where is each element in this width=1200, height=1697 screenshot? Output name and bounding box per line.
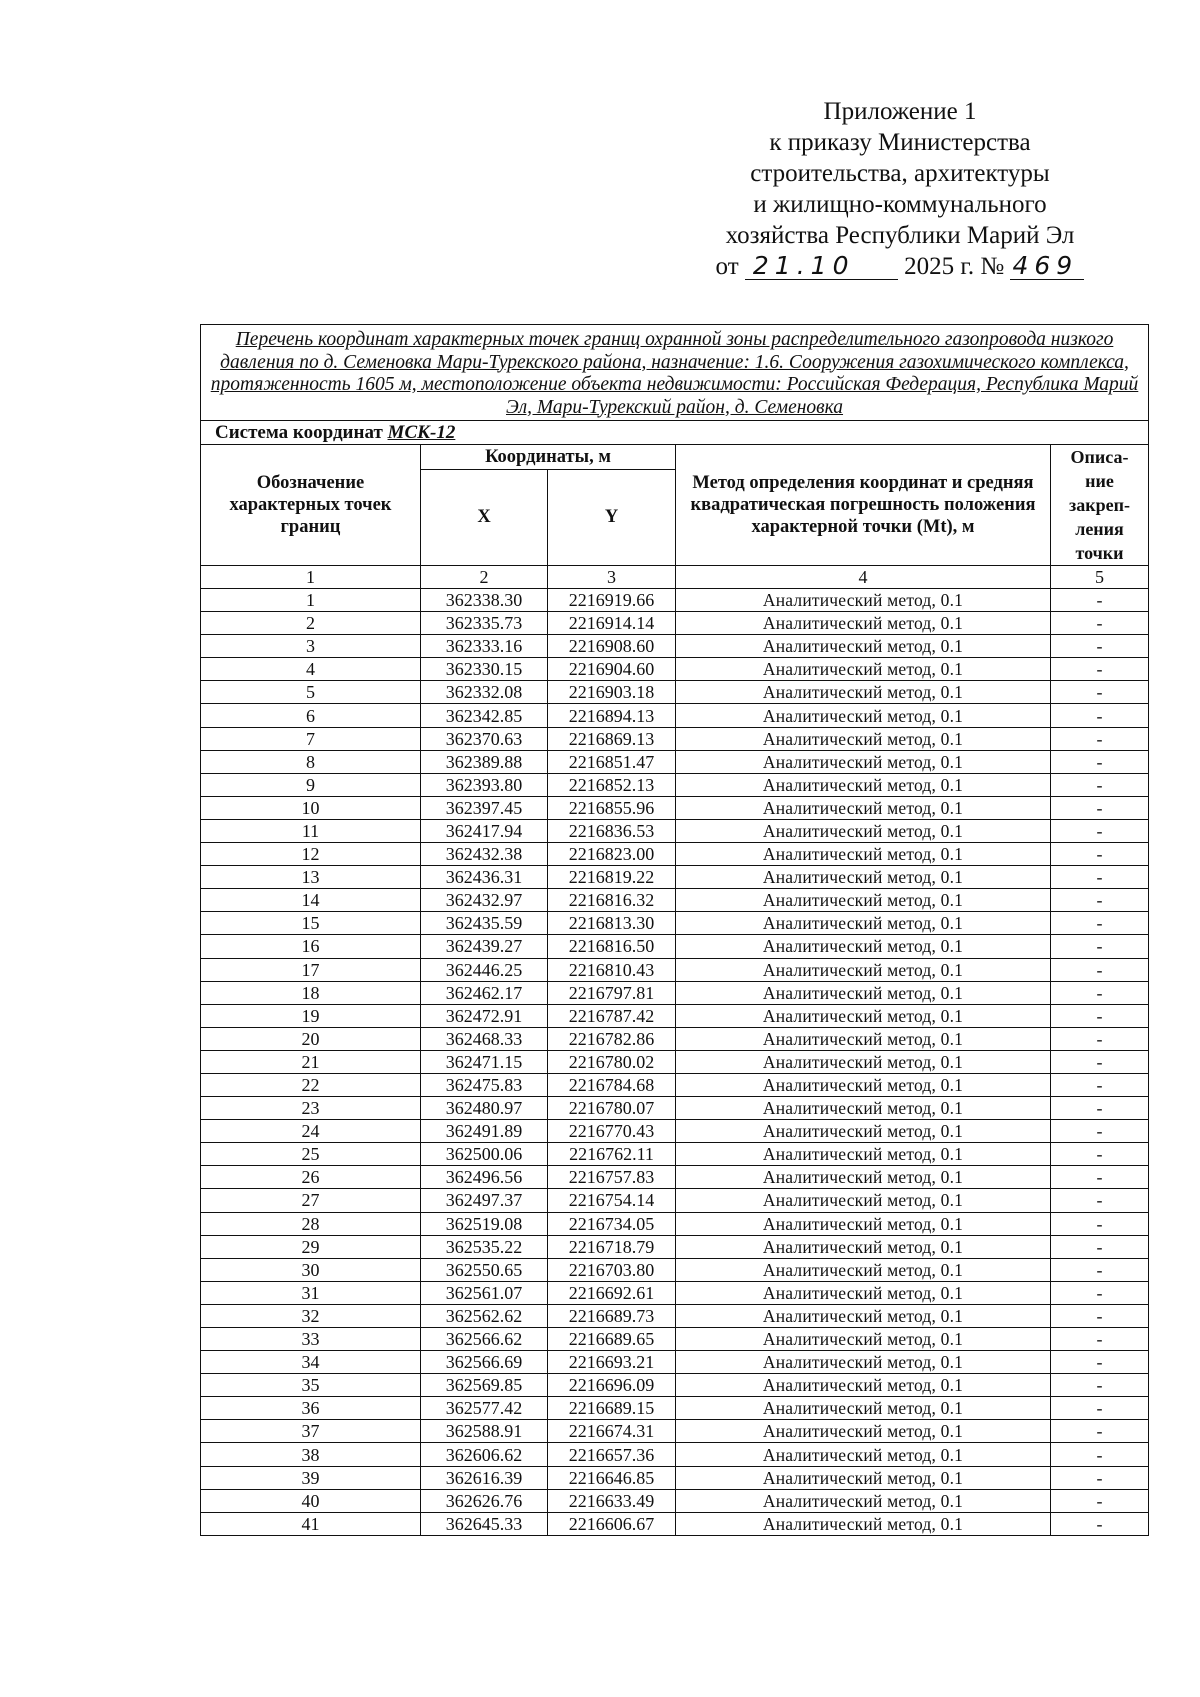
table-row — [201, 1374, 1149, 1397]
method-cell: Аналитический метод, 0.1 — [676, 1258, 1051, 1281]
table-row — [201, 1281, 1149, 1304]
method-cell: Аналитический метод, 0.1 — [676, 1281, 1051, 1304]
table-row — [201, 796, 1149, 819]
table-row — [201, 704, 1149, 727]
y-coordinate: 2216689.15 — [548, 1397, 676, 1420]
point-id: 5 — [201, 681, 421, 704]
table-row — [201, 773, 1149, 796]
point-id: 29 — [201, 1235, 421, 1258]
x-coordinate: 362475.83 — [421, 1073, 548, 1096]
y-coordinate: 2216894.13 — [548, 704, 676, 727]
y-coordinate: 2216657.36 — [548, 1443, 676, 1466]
x-coordinate: 362519.08 — [421, 1212, 548, 1235]
method-cell: Аналитический метод, 0.1 — [676, 1027, 1051, 1050]
method-cell: Аналитический метод, 0.1 — [676, 1397, 1051, 1420]
method-cell: Аналитический метод, 0.1 — [676, 866, 1051, 889]
x-coordinate: 362432.97 — [421, 889, 548, 912]
point-id: 10 — [201, 796, 421, 819]
point-id: 12 — [201, 843, 421, 866]
method-cell: Аналитический метод, 0.1 — [676, 1374, 1051, 1397]
x-coordinate: 362562.62 — [421, 1304, 548, 1327]
point-id: 16 — [201, 935, 421, 958]
column-number: 3 — [548, 566, 676, 589]
y-coordinate: 2216784.68 — [548, 1073, 676, 1096]
x-coordinate: 362397.45 — [421, 796, 548, 819]
table-row — [201, 1143, 1149, 1166]
y-coordinate: 2216718.79 — [548, 1235, 676, 1258]
table-row — [201, 612, 1149, 635]
point-id: 38 — [201, 1443, 421, 1466]
column-number: 1 — [201, 566, 421, 589]
description-cell: - — [1051, 1304, 1149, 1327]
y-coordinate: 2216754.14 — [548, 1189, 676, 1212]
method-cell: Аналитический метод, 0.1 — [676, 1443, 1051, 1466]
x-coordinate: 362338.30 — [421, 589, 548, 612]
x-coordinate: 362393.80 — [421, 773, 548, 796]
y-coordinate: 2216703.80 — [548, 1258, 676, 1281]
description-cell: - — [1051, 681, 1149, 704]
header-x: X — [421, 469, 548, 565]
point-id: 35 — [201, 1374, 421, 1397]
table-row — [201, 1073, 1149, 1096]
method-cell: Аналитический метод, 0.1 — [676, 981, 1051, 1004]
method-cell: Аналитический метод, 0.1 — [676, 1143, 1051, 1166]
table-row — [201, 1489, 1149, 1512]
method-cell: Аналитический метод, 0.1 — [676, 819, 1051, 842]
table-row — [201, 750, 1149, 773]
table-row — [201, 1397, 1149, 1420]
description-cell: - — [1051, 1027, 1149, 1050]
point-id: 1 — [201, 589, 421, 612]
point-id: 3 — [201, 635, 421, 658]
column-number: 2 — [421, 566, 548, 589]
description-cell: - — [1051, 958, 1149, 981]
appendix-line: Приложение 1 — [823, 98, 977, 125]
header-point: Обозначение характерных точек границ — [201, 445, 421, 566]
table-row — [201, 1328, 1149, 1351]
coordinate-system — [201, 421, 1149, 445]
date-prefix: от — [715, 253, 739, 280]
x-coordinate: 362569.85 — [421, 1374, 548, 1397]
y-coordinate: 2216823.00 — [548, 843, 676, 866]
table-row — [201, 681, 1149, 704]
method-cell: Аналитический метод, 0.1 — [676, 1166, 1051, 1189]
point-id: 15 — [201, 912, 421, 935]
x-coordinate: 362566.69 — [421, 1351, 548, 1374]
description-cell: - — [1051, 750, 1149, 773]
y-coordinate: 2216734.05 — [548, 1212, 676, 1235]
y-coordinate: 2216757.83 — [548, 1166, 676, 1189]
description-cell: - — [1051, 1351, 1149, 1374]
x-coordinate: 362439.27 — [421, 935, 548, 958]
table-row — [201, 843, 1149, 866]
method-cell: Аналитический метод, 0.1 — [676, 843, 1051, 866]
description-cell: - — [1051, 866, 1149, 889]
description-cell: - — [1051, 612, 1149, 635]
description-cell: - — [1051, 1443, 1149, 1466]
order-date-line — [700, 251, 1100, 282]
description-cell: - — [1051, 1397, 1149, 1420]
table-row — [201, 1189, 1149, 1212]
table-row — [201, 1466, 1149, 1489]
point-id: 39 — [201, 1466, 421, 1489]
table-row — [201, 1304, 1149, 1327]
method-cell: Аналитический метод, 0.1 — [676, 912, 1051, 935]
description-cell: - — [1051, 589, 1149, 612]
point-id: 30 — [201, 1258, 421, 1281]
description-cell: - — [1051, 658, 1149, 681]
x-coordinate: 362370.63 — [421, 727, 548, 750]
method-cell: Аналитический метод, 0.1 — [676, 589, 1051, 612]
x-coordinate: 362333.16 — [421, 635, 548, 658]
x-coordinate: 362335.73 — [421, 612, 548, 635]
description-cell: - — [1051, 1258, 1149, 1281]
point-id: 24 — [201, 1120, 421, 1143]
table-row — [201, 589, 1149, 612]
y-coordinate: 2216816.32 — [548, 889, 676, 912]
method-cell: Аналитический метод, 0.1 — [676, 1097, 1051, 1120]
description-cell: - — [1051, 1004, 1149, 1027]
description-cell: - — [1051, 1097, 1149, 1120]
method-cell: Аналитический метод, 0.1 — [676, 1351, 1051, 1374]
description-cell: - — [1051, 1166, 1149, 1189]
table-row — [201, 1420, 1149, 1443]
method-cell: Аналитический метод, 0.1 — [676, 773, 1051, 796]
method-cell: Аналитический метод, 0.1 — [676, 1120, 1051, 1143]
description-cell: - — [1051, 1212, 1149, 1235]
x-coordinate: 362446.25 — [421, 958, 548, 981]
method-cell: Аналитический метод, 0.1 — [676, 1073, 1051, 1096]
appendix-line: к приказу Министерства — [769, 129, 1031, 156]
point-id: 22 — [201, 1073, 421, 1096]
description-cell: - — [1051, 935, 1149, 958]
x-coordinate: 362468.33 — [421, 1027, 548, 1050]
point-id: 33 — [201, 1328, 421, 1351]
point-id: 14 — [201, 889, 421, 912]
method-cell: Аналитический метод, 0.1 — [676, 1489, 1051, 1512]
point-id: 21 — [201, 1050, 421, 1073]
method-cell: Аналитический метод, 0.1 — [676, 1304, 1051, 1327]
x-coordinate: 362626.76 — [421, 1489, 548, 1512]
y-coordinate: 2216770.43 — [548, 1120, 676, 1143]
table-row — [201, 958, 1149, 981]
method-cell: Аналитический метод, 0.1 — [676, 635, 1051, 658]
description-cell: - — [1051, 796, 1149, 819]
column-number: 4 — [676, 566, 1051, 589]
y-coordinate: 2216908.60 — [548, 635, 676, 658]
y-coordinate: 2216836.53 — [548, 819, 676, 842]
method-cell: Аналитический метод, 0.1 — [676, 1212, 1051, 1235]
method-cell: Аналитический метод, 0.1 — [676, 958, 1051, 981]
point-id: 18 — [201, 981, 421, 1004]
y-coordinate: 2216782.86 — [548, 1027, 676, 1050]
description-cell: - — [1051, 635, 1149, 658]
point-id: 34 — [201, 1351, 421, 1374]
x-coordinate: 362491.89 — [421, 1120, 548, 1143]
point-id: 27 — [201, 1189, 421, 1212]
x-coordinate: 362436.31 — [421, 866, 548, 889]
x-coordinate: 362462.17 — [421, 981, 548, 1004]
point-id: 2 — [201, 612, 421, 635]
y-coordinate: 2216762.11 — [548, 1143, 676, 1166]
method-cell: Аналитический метод, 0.1 — [676, 1004, 1051, 1027]
point-id: 40 — [201, 1489, 421, 1512]
point-id: 41 — [201, 1512, 421, 1535]
table-row — [201, 1027, 1149, 1050]
method-cell: Аналитический метод, 0.1 — [676, 658, 1051, 681]
x-coordinate: 362472.91 — [421, 1004, 548, 1027]
y-coordinate: 2216633.49 — [548, 1489, 676, 1512]
description-cell: - — [1051, 1512, 1149, 1535]
description-cell: - — [1051, 704, 1149, 727]
x-coordinate: 362417.94 — [421, 819, 548, 842]
coordinate-system-label: Система координат — [215, 421, 383, 443]
x-coordinate: 362435.59 — [421, 912, 548, 935]
table-row — [201, 866, 1149, 889]
point-id: 9 — [201, 773, 421, 796]
y-coordinate: 2216797.81 — [548, 981, 676, 1004]
description-cell: - — [1051, 981, 1149, 1004]
point-id: 37 — [201, 1420, 421, 1443]
table-row — [201, 635, 1149, 658]
point-id: 17 — [201, 958, 421, 981]
table-row — [201, 912, 1149, 935]
method-cell: Аналитический метод, 0.1 — [676, 612, 1051, 635]
y-coordinate: 2216646.85 — [548, 1466, 676, 1489]
table-row — [201, 1166, 1149, 1189]
x-coordinate: 362471.15 — [421, 1050, 548, 1073]
column-numbers-row — [201, 566, 1149, 589]
y-coordinate: 2216606.67 — [548, 1512, 676, 1535]
table-row — [201, 935, 1149, 958]
year-text: 2025 г. № — [904, 253, 1005, 280]
y-coordinate: 2216674.31 — [548, 1420, 676, 1443]
table-row — [201, 1097, 1149, 1120]
description-cell: - — [1051, 1235, 1149, 1258]
method-cell: Аналитический метод, 0.1 — [676, 704, 1051, 727]
table-row — [201, 889, 1149, 912]
y-coordinate: 2216914.14 — [548, 612, 676, 635]
method-cell: Аналитический метод, 0.1 — [676, 1466, 1051, 1489]
description-cell: - — [1051, 1420, 1149, 1443]
x-coordinate: 362500.06 — [421, 1143, 548, 1166]
x-coordinate: 362535.22 — [421, 1235, 548, 1258]
x-coordinate: 362561.07 — [421, 1281, 548, 1304]
point-id: 19 — [201, 1004, 421, 1027]
y-coordinate: 2216693.21 — [548, 1351, 676, 1374]
point-id: 36 — [201, 1397, 421, 1420]
point-id: 32 — [201, 1304, 421, 1327]
description-cell: - — [1051, 889, 1149, 912]
method-cell: Аналитический метод, 0.1 — [676, 1420, 1051, 1443]
method-cell: Аналитический метод, 0.1 — [676, 889, 1051, 912]
y-coordinate: 2216816.50 — [548, 935, 676, 958]
table-row — [201, 1258, 1149, 1281]
method-cell: Аналитический метод, 0.1 — [676, 727, 1051, 750]
method-cell: Аналитический метод, 0.1 — [676, 935, 1051, 958]
point-id: 7 — [201, 727, 421, 750]
x-coordinate: 362550.65 — [421, 1258, 548, 1281]
appendix-header — [700, 96, 1100, 282]
point-id: 4 — [201, 658, 421, 681]
x-coordinate: 362480.97 — [421, 1097, 548, 1120]
method-cell: Аналитический метод, 0.1 — [676, 796, 1051, 819]
y-coordinate: 2216780.07 — [548, 1097, 676, 1120]
y-coordinate: 2216813.30 — [548, 912, 676, 935]
header-method: Метод определения координат и средняя квадратическая погрешность положения характерной точки (Mt), м — [676, 445, 1051, 566]
point-id: 6 — [201, 704, 421, 727]
method-cell: Аналитический метод, 0.1 — [676, 1512, 1051, 1535]
description-cell: - — [1051, 1489, 1149, 1512]
table-row — [201, 981, 1149, 1004]
y-coordinate: 2216852.13 — [548, 773, 676, 796]
table-row — [201, 1212, 1149, 1235]
table-row — [201, 1050, 1149, 1073]
x-coordinate: 362577.42 — [421, 1397, 548, 1420]
method-cell: Аналитический метод, 0.1 — [676, 1328, 1051, 1351]
y-coordinate: 2216819.22 — [548, 866, 676, 889]
table-row — [201, 819, 1149, 842]
x-coordinate: 362606.62 — [421, 1443, 548, 1466]
point-id: 20 — [201, 1027, 421, 1050]
point-id: 26 — [201, 1166, 421, 1189]
description-cell: - — [1051, 912, 1149, 935]
header-y: Y — [548, 469, 676, 565]
coordinate-system-value: МСК-12 — [387, 421, 456, 443]
method-cell: Аналитический метод, 0.1 — [676, 1189, 1051, 1212]
y-coordinate: 2216904.60 — [548, 658, 676, 681]
x-coordinate: 362497.37 — [421, 1189, 548, 1212]
y-coordinate: 2216919.66 — [548, 589, 676, 612]
method-cell: Аналитический метод, 0.1 — [676, 681, 1051, 704]
y-coordinate: 2216903.18 — [548, 681, 676, 704]
table-row — [201, 658, 1149, 681]
handwritten-date: 21.10 — [745, 253, 898, 280]
x-coordinate: 362645.33 — [421, 1512, 548, 1535]
point-id: 23 — [201, 1097, 421, 1120]
x-coordinate: 362330.15 — [421, 658, 548, 681]
method-cell: Аналитический метод, 0.1 — [676, 1235, 1051, 1258]
table-row — [201, 1120, 1149, 1143]
x-coordinate: 362496.56 — [421, 1166, 548, 1189]
table-row — [201, 1004, 1149, 1027]
x-coordinate: 362588.91 — [421, 1420, 548, 1443]
description-cell: - — [1051, 1120, 1149, 1143]
x-coordinate: 362332.08 — [421, 681, 548, 704]
x-coordinate: 362566.62 — [421, 1328, 548, 1351]
point-id: 8 — [201, 750, 421, 773]
appendix-line: строительства, архитектуры — [750, 160, 1050, 187]
table-row — [201, 727, 1149, 750]
point-id: 31 — [201, 1281, 421, 1304]
description-cell: - — [1051, 1073, 1149, 1096]
table-row — [201, 1351, 1149, 1374]
header-coords: Координаты, м — [421, 445, 676, 470]
y-coordinate: 2216810.43 — [548, 958, 676, 981]
x-coordinate: 362389.88 — [421, 750, 548, 773]
x-coordinate: 362616.39 — [421, 1466, 548, 1489]
coordinates-table — [200, 324, 1149, 1536]
description-cell: - — [1051, 1466, 1149, 1489]
x-coordinate: 362432.38 — [421, 843, 548, 866]
table-row — [201, 1443, 1149, 1466]
method-cell: Аналитический метод, 0.1 — [676, 750, 1051, 773]
table-row — [201, 1512, 1149, 1535]
table-row — [201, 1235, 1149, 1258]
y-coordinate: 2216855.96 — [548, 796, 676, 819]
description-cell: - — [1051, 1281, 1149, 1304]
description-cell: - — [1051, 1374, 1149, 1397]
y-coordinate: 2216851.47 — [548, 750, 676, 773]
description-cell: - — [1051, 727, 1149, 750]
description-cell: - — [1051, 1189, 1149, 1212]
point-id: 13 — [201, 866, 421, 889]
description-cell: - — [1051, 843, 1149, 866]
description-cell: - — [1051, 773, 1149, 796]
point-id: 25 — [201, 1143, 421, 1166]
description-cell: - — [1051, 819, 1149, 842]
description-cell: - — [1051, 1050, 1149, 1073]
y-coordinate: 2216692.61 — [548, 1281, 676, 1304]
appendix-line: и жилищно-коммунального — [753, 191, 1047, 218]
handwritten-order-number: 469 — [1010, 253, 1084, 280]
point-id: 28 — [201, 1212, 421, 1235]
x-coordinate: 362342.85 — [421, 704, 548, 727]
y-coordinate: 2216696.09 — [548, 1374, 676, 1397]
table-title: Перечень координат характерных точек границ охранной зоны распределительного газопровода низкого давления по д. Семеновка Мари-Турекского района, назначение: 1.6. Сооружения газохимического комплекса, протяженность 1605 м, местоположение объекта недвижимости: Российская Федерация, Республика Марий Эл, Мари-Турекский район, д. Семеновка — [201, 325, 1149, 421]
y-coordinate: 2216780.02 — [548, 1050, 676, 1073]
y-coordinate: 2216689.73 — [548, 1304, 676, 1327]
point-id: 11 — [201, 819, 421, 842]
description-cell: - — [1051, 1143, 1149, 1166]
description-cell: - — [1051, 1328, 1149, 1351]
y-coordinate: 2216689.65 — [548, 1328, 676, 1351]
method-cell: Аналитический метод, 0.1 — [676, 1050, 1051, 1073]
y-coordinate: 2216869.13 — [548, 727, 676, 750]
y-coordinate: 2216787.42 — [548, 1004, 676, 1027]
column-number: 5 — [1051, 566, 1149, 589]
appendix-line: хозяйства Республики Марий Эл — [725, 222, 1075, 249]
header-description: Описа- ние закреп- ления точки — [1051, 445, 1149, 566]
